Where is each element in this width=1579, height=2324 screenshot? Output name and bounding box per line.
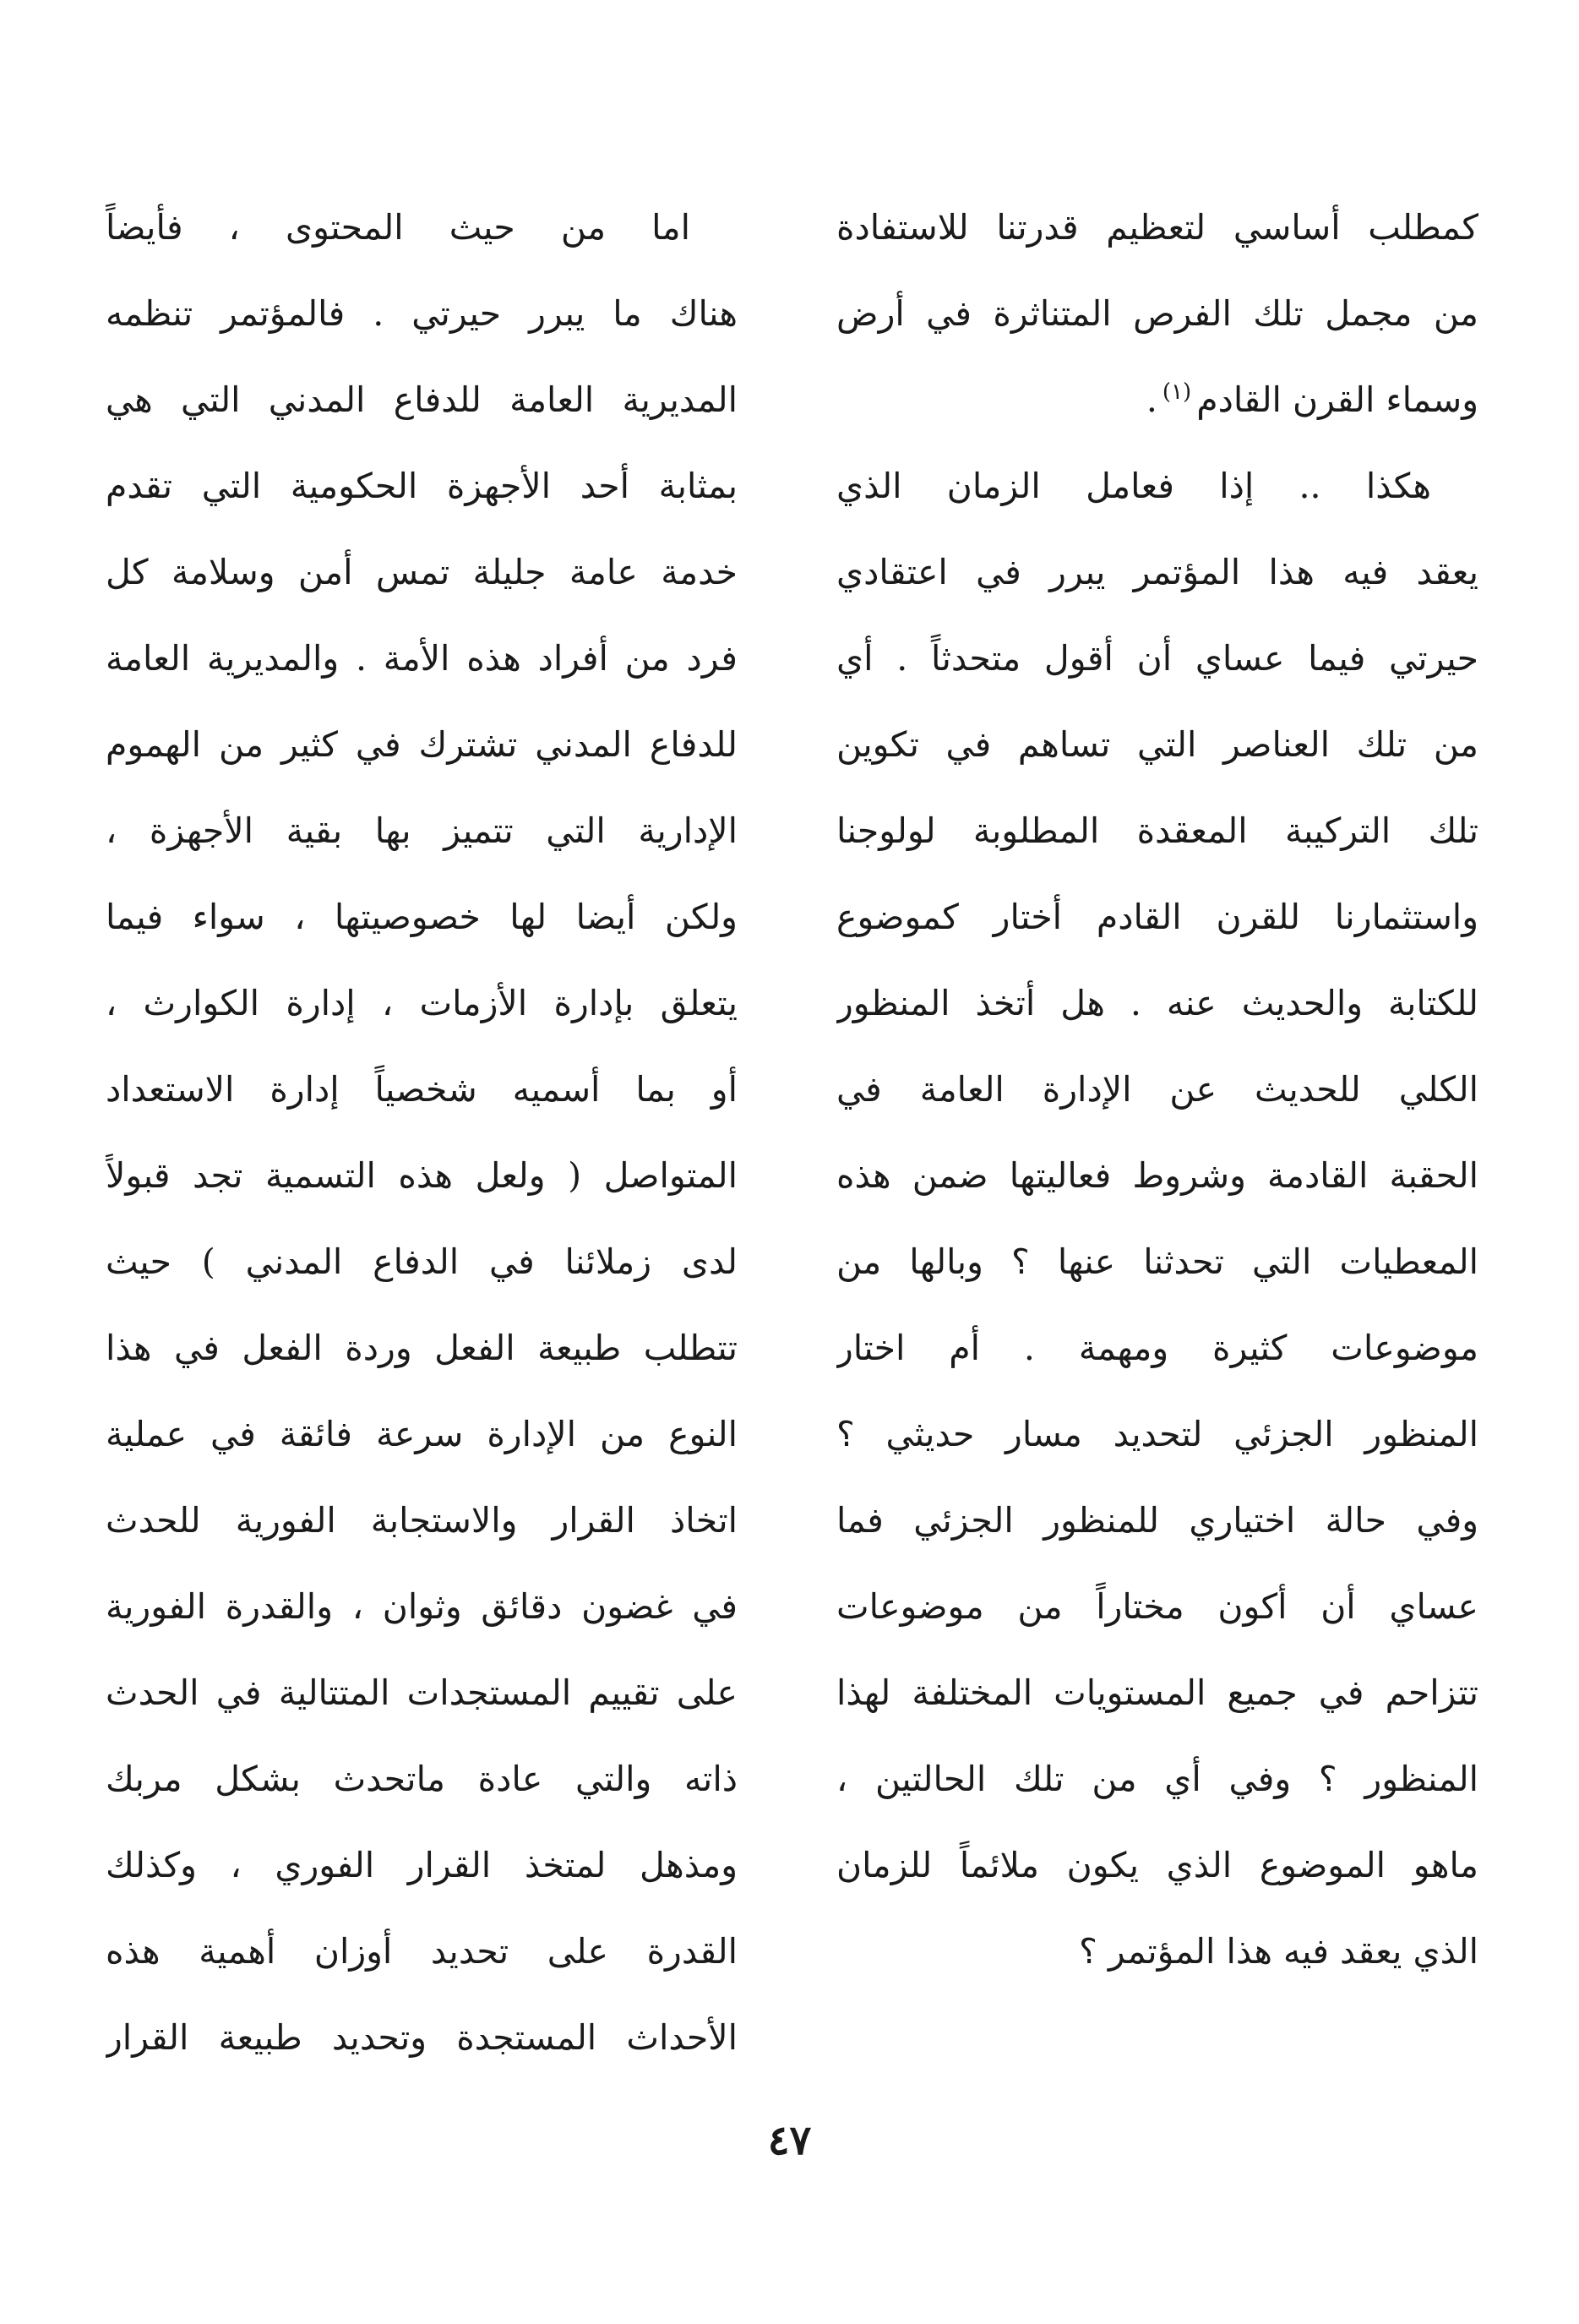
text-line: خدمة عامة جليلة تمس أمن وسلامة كل: [106, 552, 738, 592]
text-line-with-footnote: [836, 357, 1478, 443]
text-line: من مجمل تلك الفرص المتناثرة في أرض: [836, 293, 1478, 334]
text-line: الأحداث المستجدة وتحديد طبيعة القرار: [106, 2017, 738, 2058]
text-line: الحقبة القادمة وشروط فعاليتها ضمن هذه: [836, 1155, 1478, 1196]
text-line: على تقييم المستجدات المتتالية في الحدث: [106, 1672, 738, 1713]
text-line: المنظور الجزئي لتحديد مسار حديثي ؟: [836, 1414, 1478, 1454]
text-line: المديرية العامة للدفاع المدني التي هي: [106, 379, 738, 420]
text-line: تتزاحم في جميع المستويات المختلفة لهذا: [836, 1672, 1478, 1713]
page-number: ٤٧: [767, 2117, 812, 2164]
text-line: هناك ما يبرر حيرتي . فالمؤتمر تنظمه: [106, 293, 738, 334]
text-line: المعطيات التي تحدثنا عنها ؟ وبالها من: [836, 1241, 1478, 1282]
text-line: للكتابة والحديث عنه . هل أتخذ المنظور: [836, 983, 1478, 1023]
left-text-column: [106, 184, 738, 2081]
text-line: وفي حالة اختياري للمنظور الجزئي فما: [836, 1500, 1478, 1541]
text-line: يتعلق بإدارة الأزمات ، إدارة الكوارث ،: [106, 983, 738, 1023]
text-line: في غضون دقائق وثوان ، والقدرة الفورية: [106, 1586, 738, 1627]
text-line: المنظور ؟ وفي أي من تلك الحالتين ،: [836, 1759, 1478, 1799]
text-line: تتطلب طبيعة الفعل وردة الفعل في هذا: [106, 1328, 738, 1368]
paragraph-start-line: هكذا .. إذا فعامل الزمان الذي: [836, 466, 1431, 506]
text-line: ولكن أيضا لها خصوصيتها ، سواء فيما: [106, 897, 738, 937]
right-text-column: [836, 184, 1478, 1994]
paragraph-start-line: اما من حيث المحتوى ، فأيضاً: [106, 207, 690, 248]
text-line: الكلي للحديث عن الإدارة العامة في: [836, 1069, 1478, 1110]
text-line: الذي يعقد فيه هذا المؤتمر ؟: [1079, 1931, 1478, 1972]
footnote-reference: (١): [1162, 379, 1192, 406]
text-line: فرد من أفراد هذه الأمة . والمديرية العامة: [106, 638, 738, 679]
text-line: للدفاع المدني تشترك في كثير من الهموم: [106, 724, 738, 765]
text-line: ذاته والتي عادة ماتحدث بشكل مربك: [106, 1759, 738, 1799]
text-line: تلك التركيبة المعقدة المطلوبة لولوجنا: [836, 810, 1478, 851]
text-line: الإدارية التي تتميز بها بقية الأجهزة ،: [106, 810, 738, 851]
text-line: ماهو الموضوع الذي يكون ملائماً للزمان: [836, 1845, 1478, 1885]
text-line: المتواصل ( ولعل هذه التسمية تجد قبولاً: [106, 1155, 738, 1196]
text-line: القدرة على تحديد أوزان أهمية هذه: [106, 1931, 738, 1972]
text-line: أو بما أسميه شخصياً إدارة الاستعداد: [106, 1069, 738, 1110]
text-line: ومذهل لمتخذ القرار الفوري ، وكذلك: [106, 1845, 738, 1885]
text-line: بمثابة أحد الأجهزة الحكومية التي تقدم: [106, 466, 738, 506]
text-line: موضوعات كثيرة ومهمة . أم اختار: [836, 1328, 1478, 1368]
text-line: واستثمارنا للقرن القادم أختار كموضوع: [836, 897, 1478, 937]
text-line: من تلك العناصر التي تساهم في تكوين: [836, 724, 1478, 765]
text-line: اتخاذ القرار والاستجابة الفورية للحدث: [106, 1500, 738, 1541]
text-fragment: .: [1146, 379, 1157, 420]
text-line: حيرتي فيما عساي أن أقول متحدثاً . أي: [836, 638, 1478, 679]
text-line: لدى زملائنا في الدفاع المدني ) حيث: [106, 1241, 738, 1282]
text-line: كمطلب أساسي لتعظيم قدرتنا للاستفادة: [836, 207, 1478, 248]
text-line: عساي أن أكون مختاراً من موضوعات: [836, 1586, 1478, 1627]
text-line: يعقد فيه هذا المؤتمر يبرر في اعتقادي: [836, 552, 1478, 592]
text-fragment: وسماء القرن القادم: [1196, 379, 1478, 420]
text-line: النوع من الإدارة سرعة فائقة في عملية: [106, 1414, 738, 1454]
